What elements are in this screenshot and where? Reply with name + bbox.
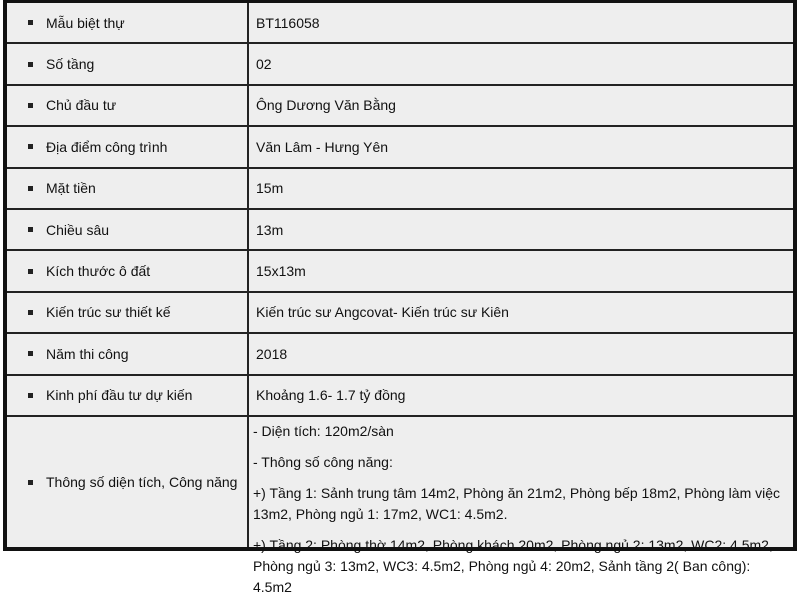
spec-label: Chủ đầu tư — [46, 97, 117, 114]
spec-value: 13m — [256, 221, 284, 238]
table-row — [7, 210, 793, 251]
spec-value-cell — [251, 421, 793, 608]
spec-label-cell — [7, 169, 249, 208]
table-row — [7, 169, 793, 210]
bullet-icon — [28, 351, 33, 356]
spec-label-cell — [7, 3, 249, 42]
bullet-icon — [28, 269, 33, 274]
spec-value-cell — [251, 251, 793, 290]
spec-detail-line: +) Tầng 1: Sảnh trung tâm 14m2, Phòng ăn 21m2, Phòng bếp 18m2, Phòng làm việc 13m2, Phòng ngủ 1: 17m2, WC1: 4.5m2. — [253, 485, 781, 522]
table-row — [7, 251, 793, 292]
bullet-icon — [28, 310, 33, 315]
table-row — [7, 293, 793, 334]
spec-label-cell — [7, 251, 249, 290]
spec-label-cell — [7, 127, 249, 166]
spec-value-cell — [251, 127, 793, 166]
spec-value: Ông Dương Văn Bằng — [256, 97, 396, 114]
spec-value: 02 — [256, 56, 272, 73]
spec-value: 15x13m — [256, 263, 306, 280]
spec-value-cell — [251, 169, 793, 208]
spec-detail-line: +) Tầng 2: Phòng thờ 14m2, Phòng khách 20m2, Phòng ngủ 2: 13m2, WC2: 4.5m2, Phòng ngủ 3: 13m2, WC3: 4.5m2, Phòng ngủ 4: 20m2, Sảnh tầng 2( Ban công): 4.5m2 — [253, 537, 773, 595]
spec-label-cell — [7, 417, 249, 547]
bullet-icon — [28, 227, 33, 232]
bullet-icon — [28, 393, 33, 398]
bullet-icon — [28, 186, 33, 191]
table-row — [7, 127, 793, 168]
spec-value-cell — [251, 210, 793, 249]
spec-label-cell — [7, 86, 249, 125]
spec-value-cell — [251, 86, 793, 125]
bullet-icon — [28, 62, 33, 67]
spec-label-cell — [7, 293, 249, 332]
spec-value: Khoảng 1.6- 1.7 tỷ đồng — [256, 387, 406, 404]
spec-value-cell — [251, 376, 793, 415]
spec-label: Địa điểm công trình — [46, 138, 168, 155]
spec-value-cell — [251, 293, 793, 332]
spec-label-cell — [7, 44, 249, 83]
spec-label: Kinh phí đầu tư dự kiến — [46, 387, 193, 404]
table-row — [7, 86, 793, 127]
spec-label: Kích thước ô đất — [46, 263, 151, 280]
spec-label: Kiến trúc sư thiết kế — [46, 304, 171, 321]
spec-detail-line: - Diện tích: 120m2/sàn — [253, 423, 394, 439]
bullet-icon — [28, 20, 33, 25]
spec-value-cell — [251, 334, 793, 373]
spec-value: Kiến trúc sư Angcovat- Kiến trúc sư Kiên — [256, 304, 509, 321]
spec-value-cell — [251, 3, 793, 42]
villa-spec-table — [3, 0, 797, 595]
spec-label: Chiều sâu — [46, 221, 110, 238]
spec-value: Văn Lâm - Hưng Yên — [256, 138, 389, 155]
table-row — [7, 3, 793, 44]
spec-label: Thông số diện tích, Công năng — [46, 474, 238, 490]
bullet-icon — [28, 480, 33, 485]
spec-label-cell — [7, 376, 249, 415]
spec-value: BT116058 — [256, 14, 320, 31]
spec-label: Số tầng — [46, 56, 95, 73]
spec-label: Mặt tiền — [46, 180, 96, 197]
spec-label-cell — [7, 210, 249, 249]
bullet-icon — [28, 103, 33, 108]
table-row — [7, 44, 793, 85]
spec-label: Mẫu biệt thự — [46, 14, 125, 31]
spec-value: 2018 — [256, 345, 288, 362]
table-row — [7, 376, 793, 417]
spec-value: 15m — [256, 180, 284, 197]
spec-label-cell — [7, 334, 249, 373]
bullet-icon — [28, 144, 33, 149]
table-row — [7, 417, 793, 595]
spec-detail-line: - Thông số công năng: — [253, 454, 393, 470]
spec-value-cell — [251, 44, 793, 83]
spec-label: Năm thi công — [46, 345, 129, 362]
table-row — [7, 334, 793, 375]
